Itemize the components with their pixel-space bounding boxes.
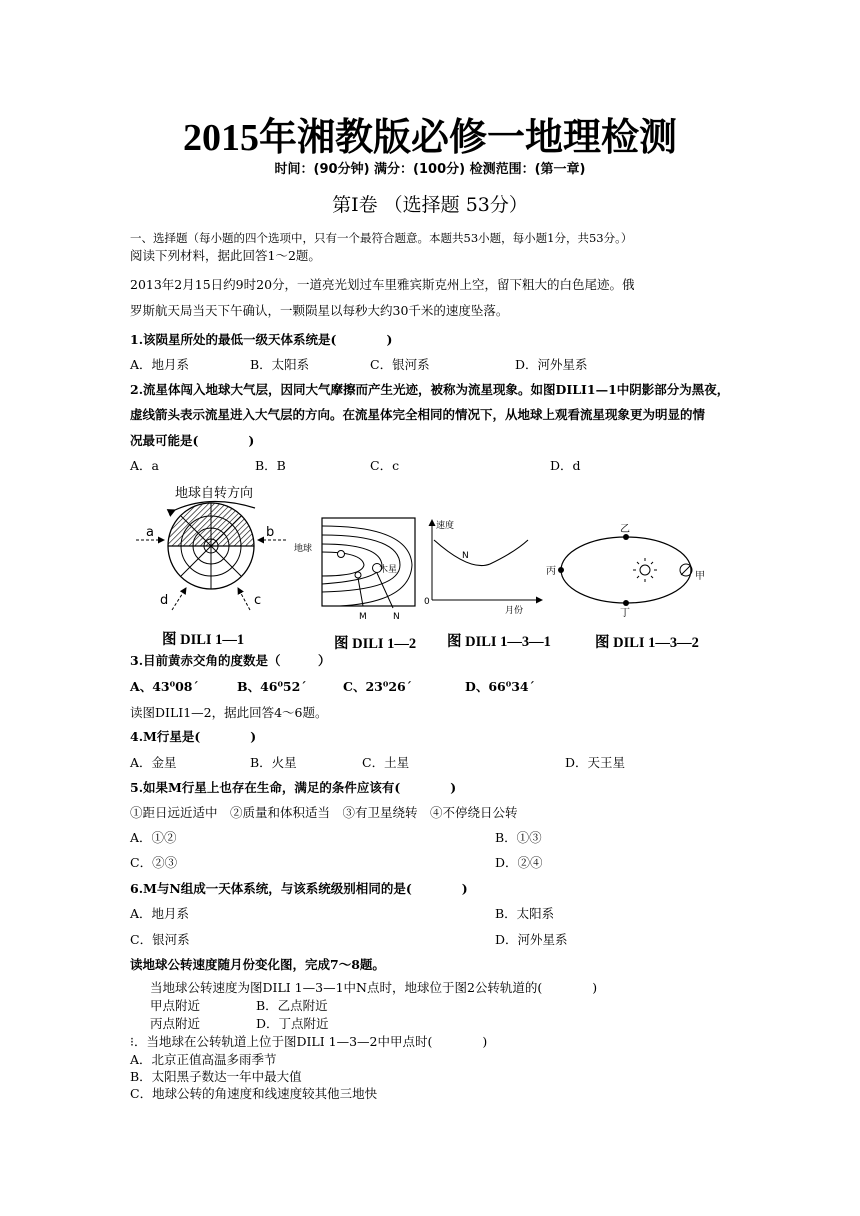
q8-option-a: A．北京正值高温多雨季节 — [130, 1052, 277, 1067]
fig4-jia-label: 甲 — [695, 571, 705, 582]
fig2-earth-label: 地球 — [294, 544, 313, 554]
question-4-stem: 4.M行星是( ) — [130, 729, 257, 744]
fig3-x-label: 月份 — [505, 606, 524, 616]
fig1-rotation-label: 地球自转方向 — [175, 486, 254, 501]
q8-option-b: B．太阳黑子数达一年中最大值 — [130, 1069, 302, 1084]
q7-option-c: 丙点附近 — [150, 1016, 201, 1031]
page-title: 2015年湘教版必修一地理检测 — [182, 117, 677, 159]
q7-option-a: 甲点附近 — [150, 998, 201, 1013]
question-2-line-3: 况最可能是( ) — [130, 433, 255, 448]
q4-option-b: B．火星 — [250, 755, 297, 770]
q6-option-d: D．河外星系 — [495, 932, 568, 947]
question-5-stem: 5.如果M行星上也存在生命，满足的条件应该有( ) — [130, 780, 457, 795]
fig1-label-d: d — [160, 593, 169, 608]
read-instruction-3: 读地球公转速度随月份变化图，完成7～8题。 — [130, 957, 385, 972]
question-6-stem: 6.M与N组成一天体系统，与该系统级别相同的是( ) — [130, 881, 468, 896]
fig3-n-label: N — [462, 551, 469, 561]
q3-option-a: A、43⁰08ˊ — [130, 679, 199, 694]
q7-option-d: D．丁点附近 — [256, 1016, 329, 1031]
q2-option-d: D．d — [550, 458, 581, 473]
earth-planet-icon — [338, 551, 345, 558]
question-2-line-1: 2.流星体闯入地球大气层，因同大气摩擦而产生光迹，被称为流星现象。如图DILI1—1中阴影部分为黑夜， — [130, 382, 730, 397]
orbit-ellipse — [561, 537, 691, 603]
fig2-n-label: N — [393, 612, 400, 622]
material-line-2: 罗斯航天局当天下午确认，一颗陨星以每秒大约30千米的速度坠落。 — [130, 303, 509, 318]
fig3-caption: 图 DILI 1—3—1 — [447, 634, 551, 650]
exam-meta: 时间：(90分钟) 满分：(100分) 检测范围：(第一章) — [274, 162, 586, 177]
fig4-bing-label: 丙 — [546, 566, 556, 577]
figure-3-speed-chart — [424, 519, 542, 616]
fig1-label-a: a — [146, 525, 154, 540]
q2-option-a: A．a — [130, 458, 159, 473]
question-2-line-2: 虚线箭头表示流星进入大气层的方向。在流星体完全相同的情况下，从地球上观看流星现象更为明显的情 — [130, 407, 706, 422]
fig4-ding-label: 丁 — [620, 608, 630, 619]
fig4-yi-label: 乙 — [620, 524, 630, 535]
fig2-jupiter-label: 木星 — [379, 565, 398, 575]
q1-option-c: C．银河系 — [370, 357, 430, 372]
question-3-stem: 3.目前黄赤交角的度数是（ ） — [130, 653, 331, 668]
q5-option-c: C．②③ — [130, 855, 178, 870]
fig2-m-label: M — [359, 612, 367, 622]
section-heading: 第Ⅰ卷 （选择题 53分） — [332, 194, 528, 216]
q8-option-c: C．地球公转的角速度和线速度较其他三地快 — [130, 1086, 378, 1101]
speed-curve — [434, 540, 528, 566]
q6-option-a: A．地月系 — [130, 906, 190, 921]
q3-option-b: B、46⁰52ˊ — [237, 679, 307, 694]
point-ding-icon — [623, 600, 629, 606]
fig1-label-c: c — [254, 593, 262, 608]
q3-option-d: D、66⁰34ˊ — [465, 679, 535, 694]
q4-option-a: A．金星 — [130, 755, 177, 770]
figures-strip — [130, 480, 730, 625]
q5-option-a: A．①② — [130, 830, 177, 845]
q6-option-c: C．银河系 — [130, 932, 190, 947]
point-bing-icon — [558, 567, 564, 573]
q5-option-b: B．①③ — [495, 830, 542, 845]
q5-option-d: D．②④ — [495, 855, 543, 870]
m-planet-icon — [355, 572, 361, 578]
q1-option-d: D．河外星系 — [515, 357, 588, 372]
question-7-stem: 当地球公转速度为图DILI 1—3—1中N点时，地球位于图2公转轨道的( ) — [150, 980, 598, 995]
q2-option-c: C．c — [370, 458, 400, 473]
fig3-origin-label: 0 — [424, 597, 430, 607]
material-line-1: 2013年2月15日约9时20分，一道亮光划过车里雅宾斯克州上空，留下粗大的白色尾迹。俄 — [130, 277, 635, 292]
q6-option-b: B．太阳系 — [495, 906, 555, 921]
fig3-y-label: 速度 — [436, 521, 455, 531]
instructions: 一、选择题（每小题的四个选项中，只有一个最符合题意。本题共53小题，每小题1分，共53分。） — [130, 231, 633, 245]
question-1-stem: 1.该陨星所处的最低一级天体系统是( ) — [130, 332, 393, 347]
q2-option-b: B．B — [255, 458, 286, 473]
figure-4-orbit-diagram — [546, 523, 705, 619]
figure-1-earth-diagram — [136, 485, 286, 610]
q4-option-d: D．天王星 — [565, 755, 626, 770]
read-instruction-1: 阅读下列材料，据此回答1～2题。 — [130, 248, 321, 263]
fig2-caption: 图 DILI 1—2 — [334, 636, 417, 652]
sun-icon — [633, 558, 657, 582]
q1-option-a: A．地月系 — [130, 357, 190, 372]
q7-option-b: B．乙点附近 — [256, 998, 328, 1013]
question-8-stem: ⁝．当地球在公转轨道上位于图DILI 1—3—2中甲点时( ) — [130, 1034, 488, 1049]
read-instruction-2: 读图DILI1—2，据此回答4～6题。 — [130, 705, 328, 720]
fig4-caption: 图 DILI 1—3—2 — [595, 635, 699, 651]
fig1-caption: 图 DILI 1—1 — [162, 632, 245, 648]
q5-conditions: ①距日远近适中 ②质量和体积适当 ③有卫星绕转 ④不停绕日公转 — [130, 805, 518, 820]
fig1-label-b: b — [266, 525, 275, 540]
figure-2-orbits-diagram — [294, 518, 415, 622]
q1-option-b: B．太阳系 — [250, 357, 310, 372]
q4-option-c: C．土星 — [362, 755, 410, 770]
q3-option-c: C、23⁰26ˊ — [343, 679, 412, 694]
